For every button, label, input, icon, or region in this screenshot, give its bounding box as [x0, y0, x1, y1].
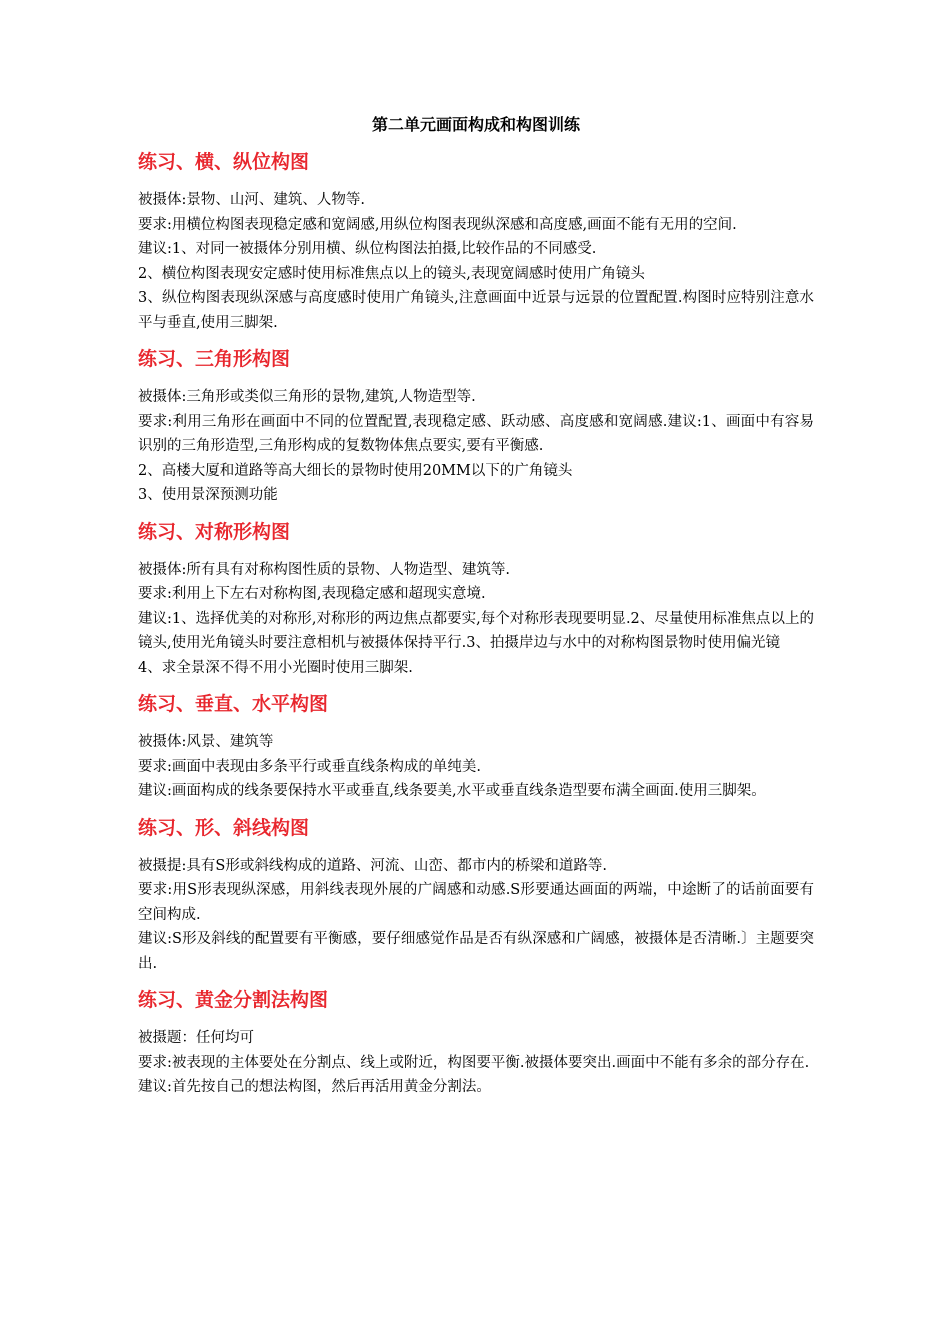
paragraph: 2、横位构图表现安定感时使用标准焦点以上的镜头,表现宽阔感时使用广角镜头	[138, 265, 645, 282]
paragraph: 被摄体:景物、山河、建筑、人物等.	[138, 192, 365, 208]
paragraph: 被摄体:三角形或类似三角形的景物,建筑,人物造型等.	[138, 389, 476, 405]
paragraph: 建议:1、对同一被摄体分别用横、纵位构图法拍摄,比较作品的不同感受.	[138, 241, 597, 257]
paragraph: 建议:S形及斜线的配置要有平衡感，要仔细感觉作品是否有纵深感和广阔感，被摄体是否清晰.〕主题要突出.	[138, 931, 814, 972]
paragraph: 要求:用S形表现纵深感，用斜线表现外展的广阔感和动感.S形要通达画面的两端，中途断了的话前面要有空间构成.	[138, 882, 814, 923]
paragraph: 被摄体:所有具有对称构图性质的景物、人物造型、建筑等.	[138, 561, 510, 578]
paragraph: 要求:用横位构图表现稳定感和宽阔感,用纵位构图表现纵深感和高度感,画面不能有无用的空间.	[138, 216, 737, 233]
section-vertical-horizontal-lines	[138, 690, 814, 804]
section-heading: 练习、对称形构图	[138, 520, 291, 543]
section-heading: 练习、黄金分割法构图	[138, 989, 329, 1011]
section-symmetry	[138, 518, 814, 681]
paragraph: 2、高楼大厦和道路等高大细长的景物时使用20MM以下的广角镜头	[138, 462, 573, 479]
section-s-diagonal	[138, 814, 814, 977]
paragraph: 建议:首先按自己的想法构图，然后再活用黄金分割法。	[138, 1079, 491, 1095]
paragraph: 要求:利用三角形在画面中不同的位置配置,表现稳定感、跃动感、高度感和宽阔感.建议:1、画面中有容易识别的三角形造型,三角形构成的复数物体焦点要实,要有平衡感.	[138, 413, 814, 454]
section-golden-ratio	[138, 986, 814, 1100]
paragraph: 要求:画面中表现由多条平行或垂直线条构成的单纯美.	[138, 758, 481, 775]
paragraph: 被摄题：任何均可	[138, 1030, 254, 1046]
paragraph: 被摄体:风景、建筑等	[138, 734, 274, 750]
section-horizontal-vertical	[138, 148, 814, 335]
section-triangle	[138, 345, 814, 508]
paragraph: 要求:被表现的主体要处在分割点、线上或附近，构图要平衡.被摄体要突出.画面中不能有多余的部分存在.	[138, 1054, 810, 1071]
paragraph: 要求:利用上下左右对称构图,表现稳定感和超现实意境.	[138, 586, 486, 602]
paragraph: 4、求全景深不得不用小光圈时使用三脚架.	[138, 659, 413, 676]
section-heading: 练习、形、斜线构图	[138, 816, 310, 839]
paragraph: 3、纵位构图表现纵深感与高度感时使用广角镜头,注意画面中近景与远景的位置配置.构图时应特别注意水平与垂直,使用三脚架.	[138, 290, 814, 331]
document-page	[138, 112, 814, 1110]
section-heading: 练习、垂直、水平构图	[138, 693, 329, 715]
section-heading: 练习、横、纵位构图	[138, 151, 310, 173]
document-title: 第二单元画面构成和构图训练	[371, 115, 580, 134]
paragraph: 建议:画面构成的线条要保持水平或垂直,线条要美,水平或垂直线条造型要布满全画面.使用三脚架。	[138, 783, 766, 799]
paragraph: 3、使用景深预测功能	[138, 487, 278, 503]
paragraph: 被摄提:具有S形或斜线构成的道路、河流、山峦、都市内的桥梁和道路等.	[138, 857, 607, 874]
section-heading: 练习、三角形构图	[138, 348, 291, 370]
paragraph: 建议:1、选择优美的对称形,对称形的两边焦点都要实,每个对称形表现要明显.2、尽量使用标准焦点以上的镜头,使用光角镜头时要注意相机与被摄体保持平行.3、拍摄岸边与水中的对称构图景物时使用偏光镜	[138, 610, 814, 651]
